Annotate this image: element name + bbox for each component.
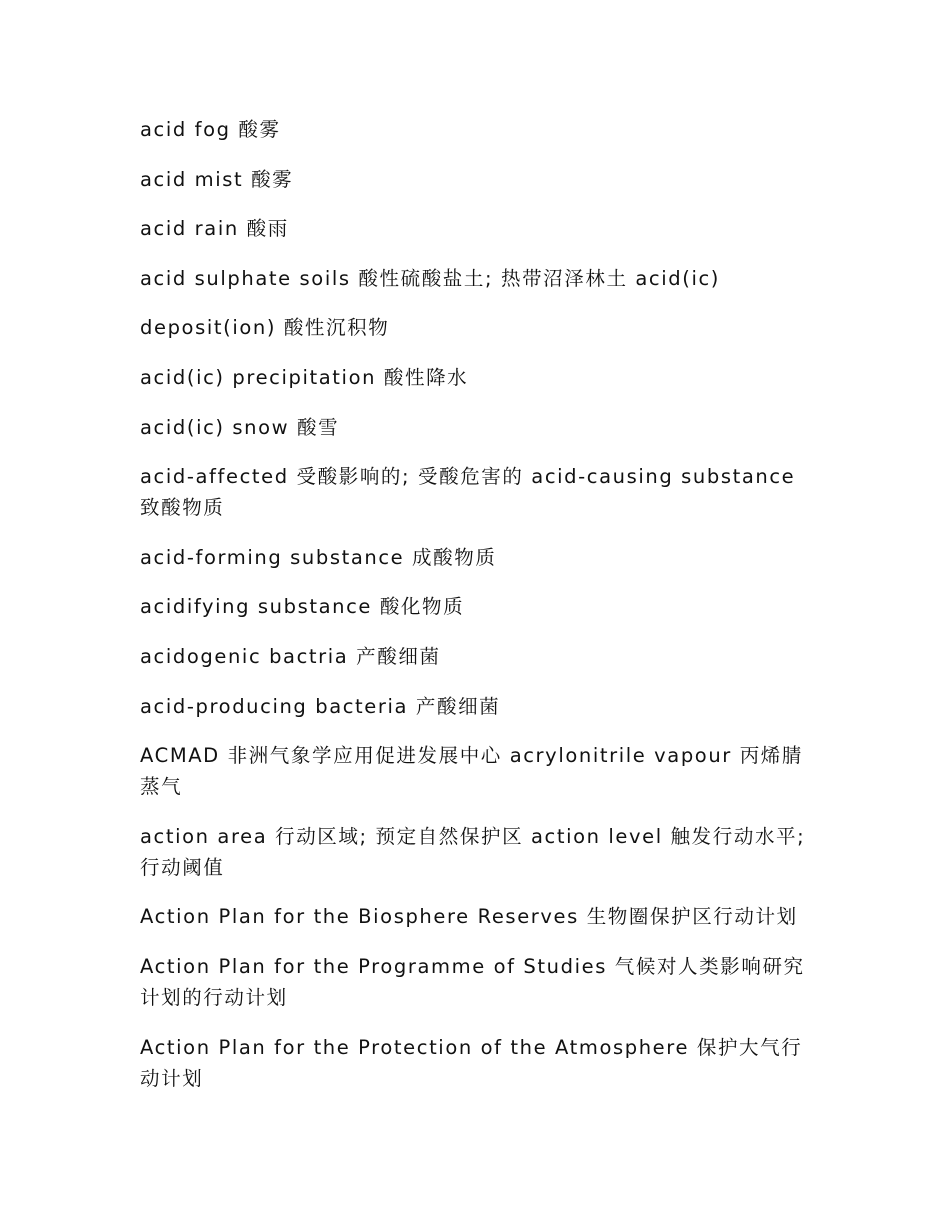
glossary-entry: ACMAD 非洲气象学应用促进发展中心 acrylonitrile vapour 丙烯腈蒸气	[140, 744, 804, 799]
glossary-entry: acid fog 酸雾	[140, 118, 281, 141]
glossary-entry: acid rain 酸雨	[140, 217, 289, 241]
glossary-list	[140, 114, 812, 1112]
glossary-entry: acidogenic bactria 产酸细菌	[140, 644, 441, 668]
glossary-entry: deposit(ion) 酸性沉积物	[140, 316, 390, 340]
glossary-entry: Action Plan for the Programme of Studies 气候对人类影响研究计划的行动计划	[140, 954, 805, 1009]
glossary-entry: acid-affected 受酸影响的; 受酸危害的 acid-causing substance 致酸物质	[140, 465, 796, 520]
glossary-entry: acid(ic) snow 酸雪	[140, 415, 340, 439]
glossary-entry: acidifying substance 酸化物质	[140, 595, 465, 619]
glossary-entry: acid-producing bacteria 产酸细菌	[140, 694, 501, 718]
glossary-entry: acid(ic) precipitation 酸性降水	[140, 365, 469, 389]
glossary-entry: acid mist 酸雾	[140, 167, 294, 191]
glossary-entry: Action Plan for the Protection of the Atmosphere 保护大气行动计划	[140, 1035, 803, 1090]
glossary-entry: action area 行动区域; 预定自然保护区 action level 触发行动水平; 行动阈值	[140, 824, 806, 879]
glossary-entry: acid-forming substance 成酸物质	[140, 545, 497, 569]
glossary-entry: acid sulphate soils 酸性硫酸盐土; 热带沼泽林土 acid(ic)	[140, 266, 720, 290]
glossary-entry: Action Plan for the Biosphere Reserves 生物圈保护区行动计划	[140, 905, 798, 929]
